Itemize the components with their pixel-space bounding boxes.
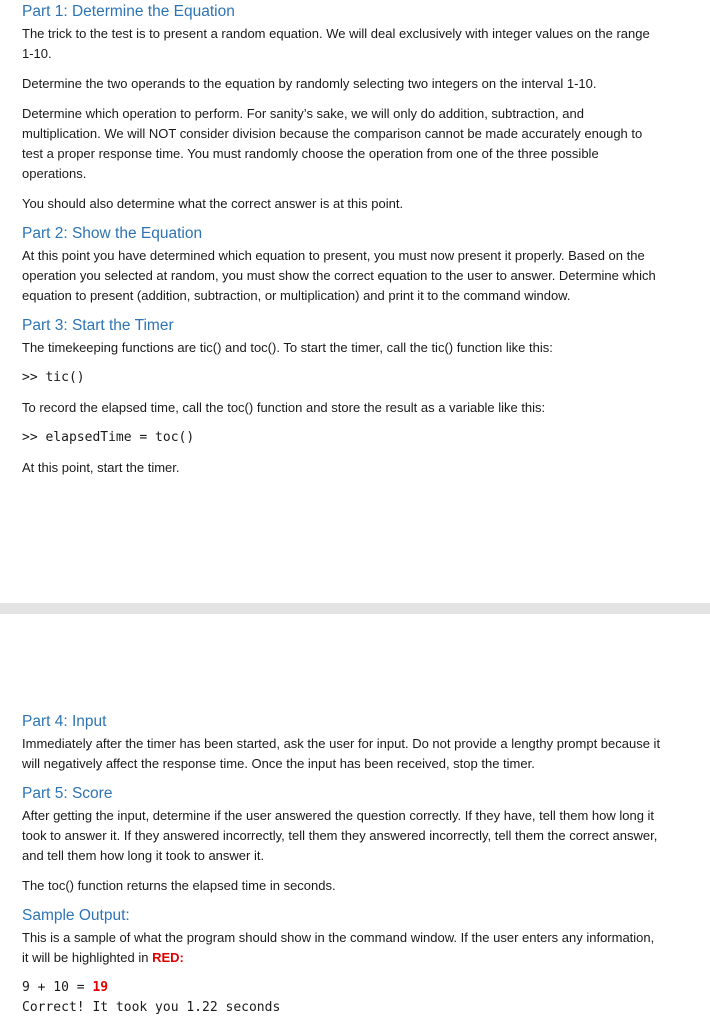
part-5-section (22, 784, 662, 896)
part-2-paragraph-1: At this point you have determined which equation to present, you must now present it properly. Based on the operation you selected at random, you must show the correct equation to the user to answer. Determine which equation to present (addition, subtraction, or multiplication) and print it to the command window. (22, 248, 656, 303)
part-1-heading: Part 1: Determine the Equation (22, 3, 235, 20)
part-1-paragraph-2: Determine the two operands to the equation by randomly selecting two integers on the interval 1-10. (22, 76, 597, 91)
part-1-paragraph-1: The trick to the test is to present a random equation. We will deal exclusively with integer values on the range 1-10. (22, 26, 650, 61)
sample-equation: 9 + 10 = (22, 980, 93, 995)
part-3-heading: Part 3: Start the Timer (22, 317, 174, 334)
part-2-section (22, 224, 662, 306)
document-page-2 (0, 614, 710, 1024)
sample-equation-line (22, 978, 662, 998)
sample-output-section (22, 906, 662, 1018)
sample-user-input: 19 (92, 980, 109, 995)
part-4-paragraph-1: Immediately after the timer has been started, ask the user for input. Do not provide a lengthy prompt because it will negatively affect the response time. Once the input has been received, stop the timer. (22, 736, 661, 771)
part-5-paragraph-1: After getting the input, determine if the user answered the question correctly. If they have, tell them how long it took to answer it. If they answered incorrectly, tell them they answered incorrectly, tell them the correct answer, and tell them how long it took to answer it. (22, 808, 658, 863)
sample-output-description: This is a sample of what the program should show in the command window. If the user enters any information, it will be highlighted in (22, 930, 655, 965)
part-1-paragraph-3: Determine which operation to perform. For sanity’s sake, we will only do addition, subtraction, and multiplication. We will NOT consider division because the comparison cannot be made accurately enough to test a proper response time. You must randomly choose the operation from one of the three possible operations. (22, 106, 643, 181)
part-3-section (22, 316, 662, 478)
part-2-heading: Part 2: Show the Equation (22, 225, 203, 242)
part-3-paragraph-1: The timekeeping functions are tic() and toc(). To start the timer, call the tic() function like this: (22, 340, 553, 355)
tic-code-line: >> tic() (22, 370, 85, 385)
part-1-paragraph-4: You should also determine what the correct answer is at this point. (22, 196, 404, 211)
sample-output-paragraph (22, 928, 662, 968)
part-5-paragraph-2: The toc() function returns the elapsed time in seconds. (22, 878, 336, 893)
toc-code-line: >> elapsedTime = toc() (22, 430, 195, 445)
part-4-section (22, 712, 662, 774)
part-5-heading: Part 5: Score (22, 785, 113, 802)
red-highlight-label: RED: (152, 950, 184, 965)
part-3-paragraph-2: To record the elapsed time, call the toc() function and store the result as a variable like this: (22, 400, 546, 415)
part-4-heading: Part 4: Input (22, 713, 107, 730)
part-3-paragraph-3: At this point, start the timer. (22, 460, 180, 475)
page-1-content (22, 2, 662, 488)
page-break (0, 603, 710, 614)
sample-result-line: Correct! It took you 1.22 seconds (22, 1000, 281, 1015)
sample-output-heading: Sample Output: (22, 907, 130, 924)
part-1-section (22, 2, 662, 214)
page-2-content (22, 712, 662, 1028)
